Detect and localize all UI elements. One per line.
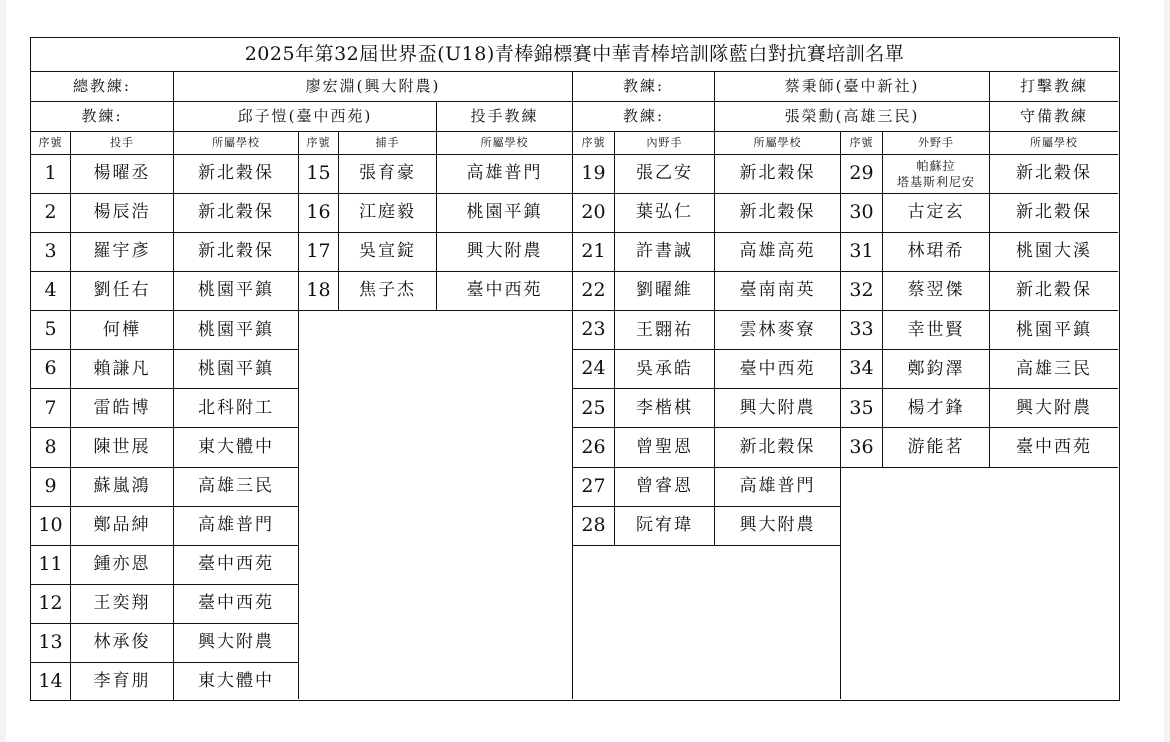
infielder-number: 25	[572, 388, 614, 427]
catcher-school: 高雄普門	[436, 154, 572, 193]
catcher-school: 臺中西苑	[436, 271, 572, 310]
pitchers-header-position: 投手	[70, 131, 173, 154]
fielding-coach-name: 張榮勳(高雄三民)	[714, 101, 989, 131]
infielder-school: 高雄高苑	[714, 232, 840, 271]
pitcher-school: 高雄三民	[173, 467, 298, 506]
pitcher-school: 新北穀保	[173, 154, 298, 193]
infielder-number: 21	[572, 232, 614, 271]
pitcher-name: 鍾亦恩	[70, 545, 173, 584]
outfielder-school: 高雄三民	[989, 349, 1118, 388]
pitcher-name: 雷皓博	[70, 388, 173, 427]
outfielder-number: 36	[840, 427, 882, 466]
batting-coach-name: 蔡秉師(臺中新社)	[714, 71, 989, 101]
pitcher-name: 王奕翔	[70, 584, 173, 623]
infielder-school: 新北穀保	[714, 154, 840, 193]
pitcher-number: 5	[30, 310, 70, 349]
pitcher-school: 高雄普門	[173, 506, 298, 545]
pitcher-number: 2	[30, 193, 70, 232]
pitcher-school: 北科附工	[173, 388, 298, 427]
coach-label: 教練:	[572, 71, 714, 101]
pitcher-number: 8	[30, 427, 70, 466]
pitcher-school: 新北穀保	[173, 232, 298, 271]
infielder-school: 興大附農	[714, 388, 840, 427]
outfielder-number: 33	[840, 310, 882, 349]
infielders-header-number: 序號	[572, 131, 614, 154]
pitcher-number: 9	[30, 467, 70, 506]
infielder-name: 王翾祐	[614, 310, 714, 349]
pitcher-number: 13	[30, 623, 70, 662]
pitcher-school: 東大體中	[173, 427, 298, 466]
pitchers-header-school: 所屬學校	[173, 131, 298, 154]
pitcher-name: 楊辰浩	[70, 193, 173, 232]
catcher-name: 焦子杰	[338, 271, 436, 310]
outfielder-name: 蔡翌傑	[882, 271, 989, 310]
infielder-name: 曾聖恩	[614, 427, 714, 466]
infielder-school: 興大附農	[714, 506, 840, 545]
catcher-name: 吳宣錠	[338, 232, 436, 271]
pitcher-number: 3	[30, 232, 70, 271]
catchers-header-position: 捕手	[338, 131, 436, 154]
pitcher-school: 臺中西苑	[173, 545, 298, 584]
catchers-header-number: 序號	[298, 131, 338, 154]
pitcher-number: 4	[30, 271, 70, 310]
outfielder-school: 新北穀保	[989, 271, 1118, 310]
catcher-name: 張育豪	[338, 154, 436, 193]
infielder-name: 許書誠	[614, 232, 714, 271]
infielder-name: 葉弘仁	[614, 193, 714, 232]
infielder-number: 22	[572, 271, 614, 310]
infielder-number: 26	[572, 427, 614, 466]
infielder-number: 28	[572, 506, 614, 545]
pitcher-name: 何樺	[70, 310, 173, 349]
outfielder-number: 34	[840, 349, 882, 388]
infielder-school: 雲林麥寮	[714, 310, 840, 349]
infielder-name: 李楷棋	[614, 388, 714, 427]
outfielders-header-school: 所屬學校	[989, 131, 1118, 154]
catcher-school: 桃園平鎮	[436, 193, 572, 232]
outfielder-name-line-2: 塔基斯利尼安	[896, 175, 975, 190]
pitcher-number: 14	[30, 662, 70, 701]
infielder-name: 張乙安	[614, 154, 714, 193]
catcher-school: 興大附農	[436, 232, 572, 271]
pitcher-number: 6	[30, 349, 70, 388]
pitcher-school: 臺中西苑	[173, 584, 298, 623]
pitcher-school: 興大附農	[173, 623, 298, 662]
outfielder-number: 31	[840, 232, 882, 271]
outfielder-school: 臺中西苑	[989, 427, 1118, 466]
outfielder-name: 游能茗	[882, 427, 989, 466]
pitching-coach-name: 邱子愷(臺中西苑)	[173, 101, 436, 131]
pitcher-number: 1	[30, 154, 70, 193]
infielders-header-position: 內野手	[614, 131, 714, 154]
outfielder-number: 29	[840, 154, 882, 193]
outfielder-name-line-1: 帕蘇拉	[916, 158, 956, 173]
pitcher-number: 7	[30, 388, 70, 427]
infielder-school: 高雄普門	[714, 467, 840, 506]
outfielder-school: 新北穀保	[989, 193, 1118, 232]
infielders-header-school: 所屬學校	[714, 131, 840, 154]
infielder-number: 19	[572, 154, 614, 193]
pitcher-name: 羅宇彥	[70, 232, 173, 271]
pitcher-school: 新北穀保	[173, 193, 298, 232]
outfielder-school: 興大附農	[989, 388, 1118, 427]
infielder-school: 新北穀保	[714, 193, 840, 232]
pitcher-name: 楊曜丞	[70, 154, 173, 193]
fielding-coach-label: 守備教練	[989, 101, 1118, 131]
catcher-number: 16	[298, 193, 338, 232]
infielder-school: 新北穀保	[714, 427, 840, 466]
pitcher-school: 桃園平鎮	[173, 310, 298, 349]
pitcher-number: 12	[30, 584, 70, 623]
catcher-number: 15	[298, 154, 338, 193]
pitcher-name: 劉任右	[70, 271, 173, 310]
outfielder-number: 35	[840, 388, 882, 427]
outfielder-school: 桃園平鎮	[989, 310, 1118, 349]
pitcher-name: 林承俊	[70, 623, 173, 662]
outfielder-number: 32	[840, 271, 882, 310]
document-page	[6, 0, 1164, 742]
outfielder-name: 楊才鋒	[882, 388, 989, 427]
outfielder-name: 林珺希	[882, 232, 989, 271]
head-coach-name: 廖宏淵(興大附農)	[173, 71, 572, 101]
outfielder-name: 幸世賢	[882, 310, 989, 349]
infielder-name: 吳承皓	[614, 349, 714, 388]
outfielder-name: 古定玄	[882, 193, 989, 232]
pitcher-name: 賴謙凡	[70, 349, 173, 388]
infielder-number: 20	[572, 193, 614, 232]
outfielder-name: 鄭鈞澤	[882, 349, 989, 388]
infielder-name: 曾睿恩	[614, 467, 714, 506]
infielder-school: 臺南南英	[714, 271, 840, 310]
coach-label: 教練:	[572, 101, 714, 131]
pitcher-name: 李育朋	[70, 662, 173, 701]
pitcher-school: 東大體中	[173, 662, 298, 701]
infielder-number: 23	[572, 310, 614, 349]
outfielders-header-position: 外野手	[882, 131, 989, 154]
outfielder-school: 桃園大溪	[989, 232, 1118, 271]
pitcher-number: 11	[30, 545, 70, 584]
pitcher-number: 10	[30, 506, 70, 545]
pitcher-school: 桃園平鎮	[173, 271, 298, 310]
batting-coach-label: 打擊教練	[989, 71, 1118, 101]
infielder-school: 臺中西苑	[714, 349, 840, 388]
infielder-name: 劉曜維	[614, 271, 714, 310]
table-border	[30, 37, 1120, 701]
pitchers-header-number: 序號	[30, 131, 70, 154]
catchers-header-school: 所屬學校	[436, 131, 572, 154]
pitcher-name: 蘇嵐鴻	[70, 467, 173, 506]
infielder-name: 阮宥瑋	[614, 506, 714, 545]
pitcher-school: 桃園平鎮	[173, 349, 298, 388]
page-title: 2025年第32屆世界盃(U18)青棒錦標賽中華青棒培訓隊藍白對抗賽培訓名單	[30, 37, 1118, 71]
catcher-name: 江庭毅	[338, 193, 436, 232]
outfielder-school: 新北穀保	[989, 154, 1118, 193]
pitcher-name: 陳世展	[70, 427, 173, 466]
catcher-number: 18	[298, 271, 338, 310]
outfielders-header-number: 序號	[840, 131, 882, 154]
outfielder-number: 30	[840, 193, 882, 232]
infielder-number: 24	[572, 349, 614, 388]
catcher-number: 17	[298, 232, 338, 271]
infielder-number: 27	[572, 467, 614, 506]
coach-label: 教練:	[30, 101, 173, 131]
pitching-coach-label: 投手教練	[436, 101, 572, 131]
pitcher-name: 鄭品紳	[70, 506, 173, 545]
head-coach-label: 總教練:	[30, 71, 173, 101]
